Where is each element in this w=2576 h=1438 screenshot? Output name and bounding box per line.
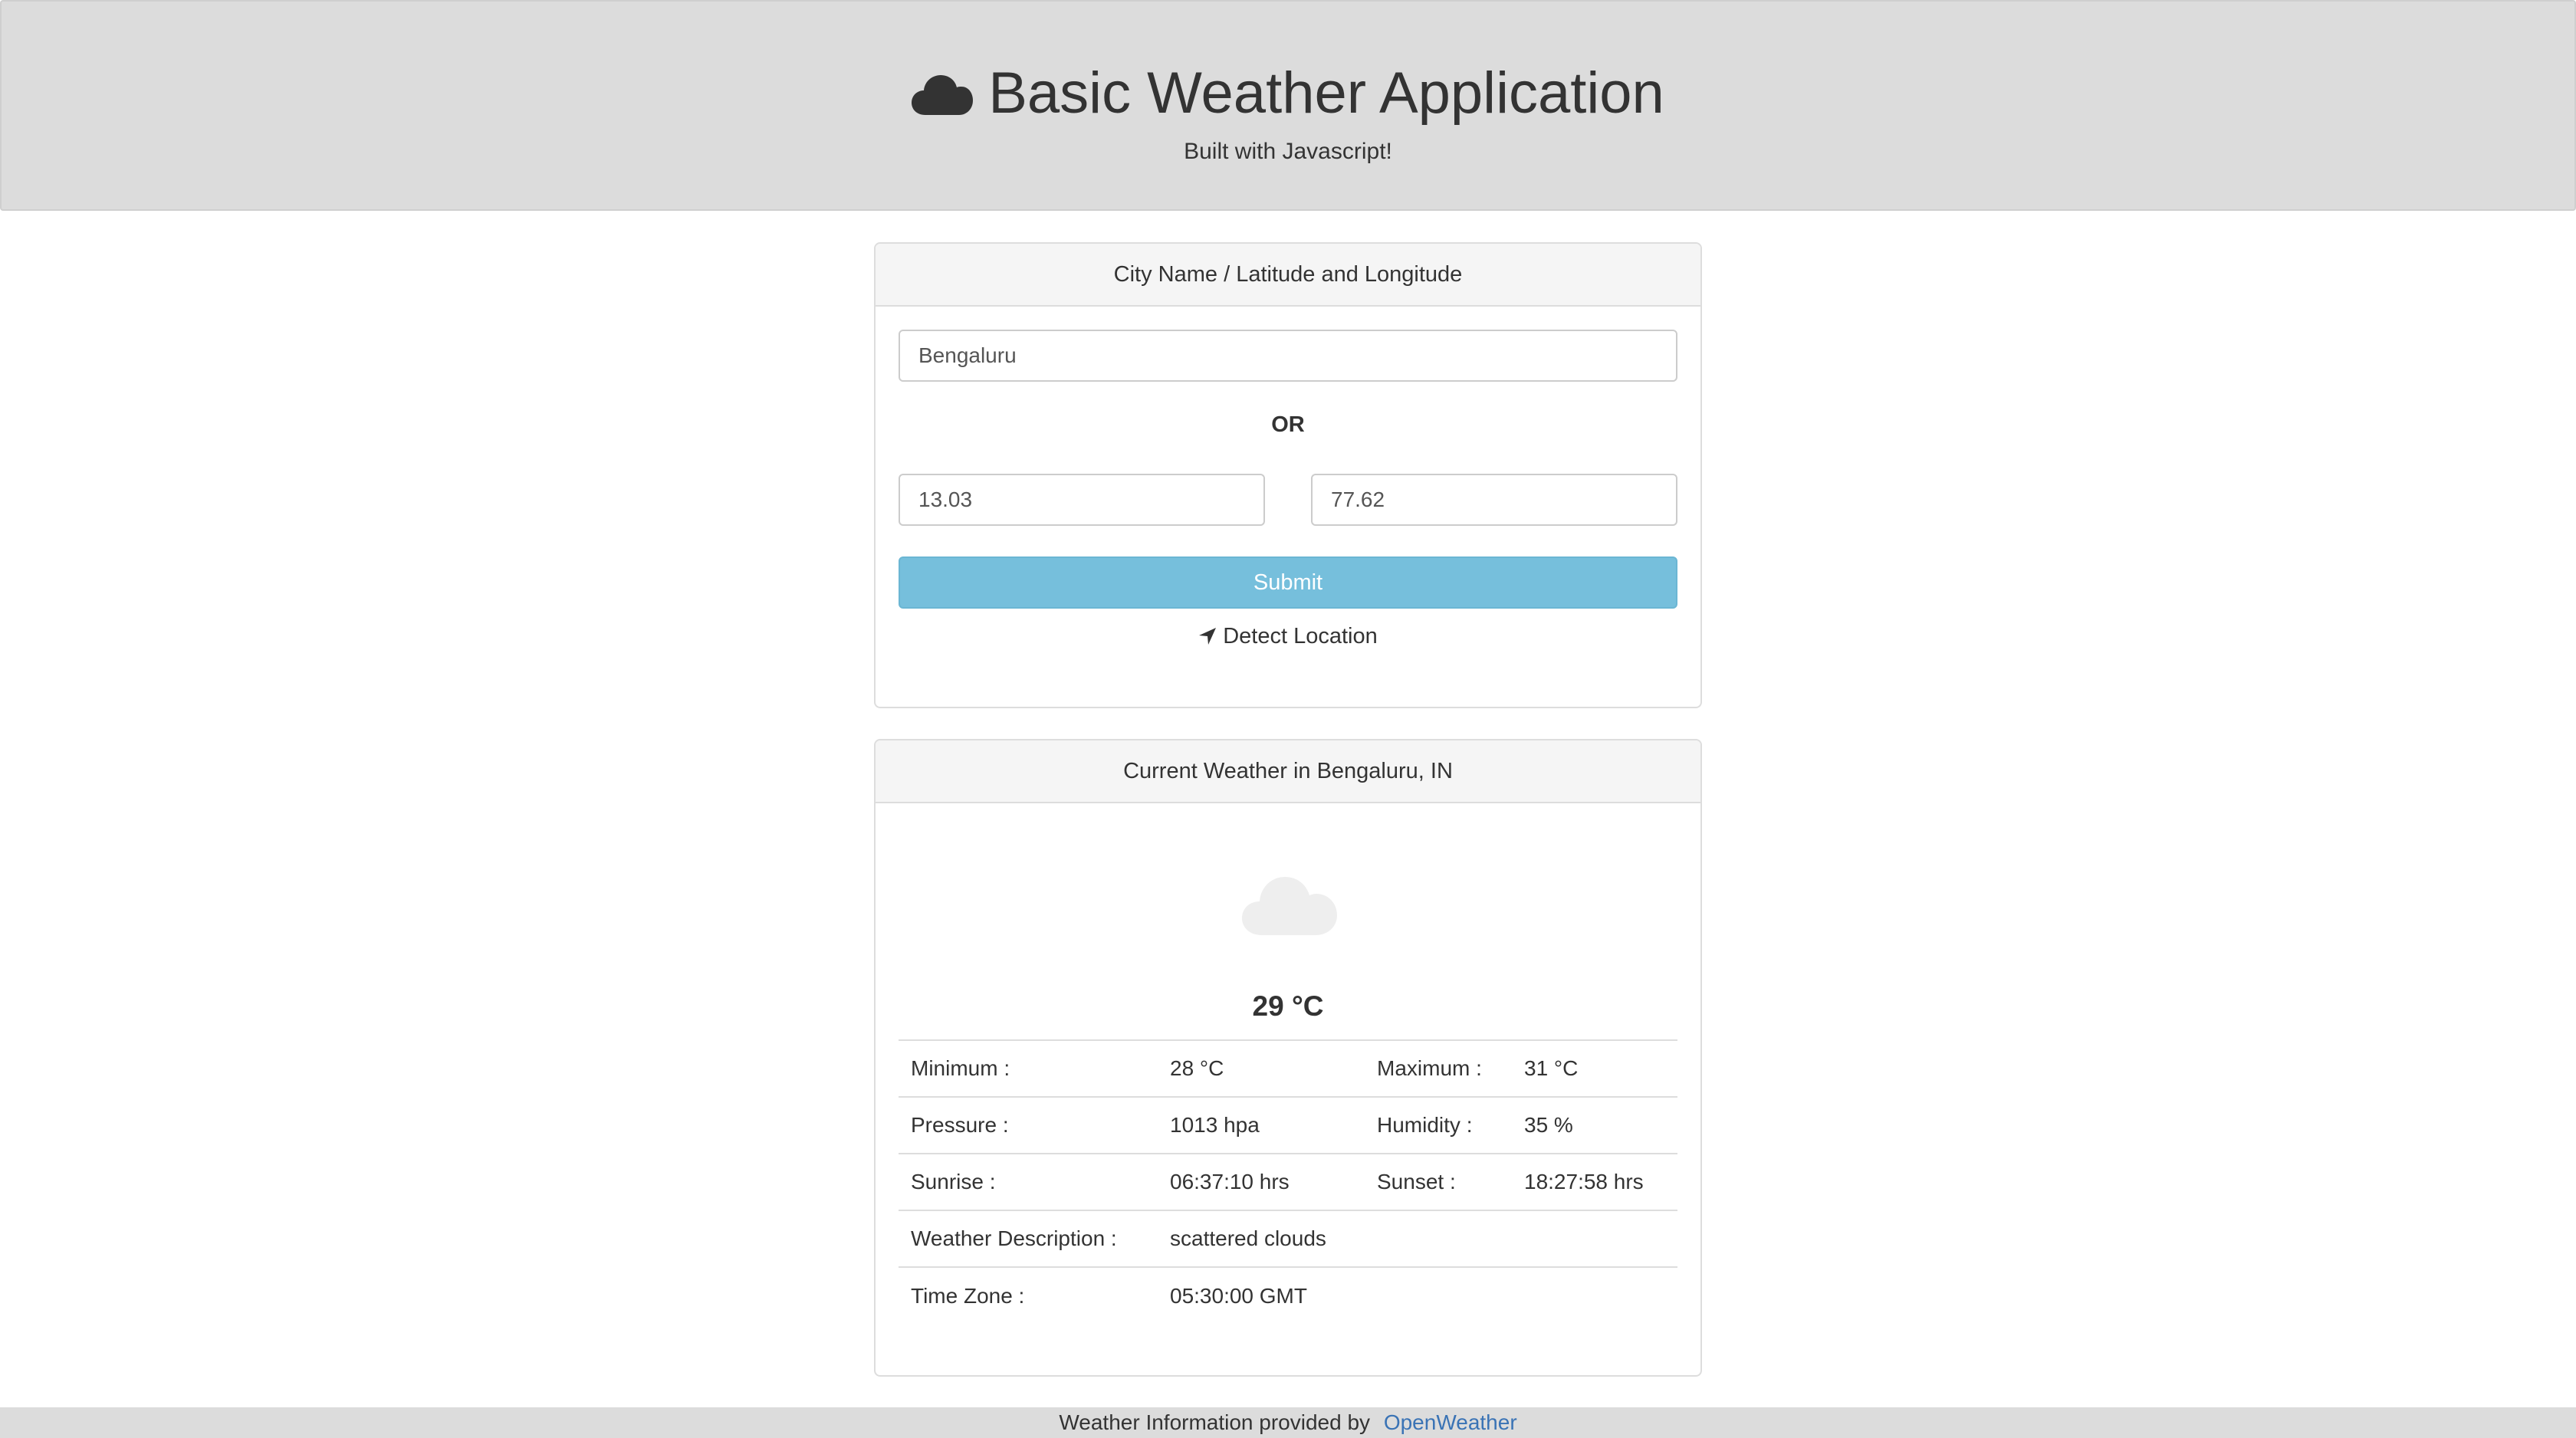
cloud-icon <box>1242 871 1337 937</box>
minimum-label: Minimum : <box>899 1040 1158 1097</box>
longitude-input[interactable]: 77.62 <box>1311 474 1677 526</box>
weather-panel-heading: Current Weather in Bengaluru, IN <box>876 740 1700 803</box>
current-temperature: 29 °C <box>1252 990 1324 1022</box>
detect-location-link[interactable] <box>876 619 1700 653</box>
sunrise-label: Sunrise : <box>899 1154 1158 1210</box>
description-value: scattered clouds <box>1158 1210 1677 1267</box>
timezone-label: Time Zone : <box>899 1267 1158 1324</box>
title-row <box>2 57 2574 130</box>
table-row <box>899 1154 1677 1210</box>
sunset-label: Sunset : <box>1365 1154 1512 1210</box>
detect-location-label: Detect Location <box>1223 623 1378 648</box>
timezone-value: 05:30:00 GMT <box>1158 1267 1677 1324</box>
table-row <box>899 1097 1677 1154</box>
latitude-input[interactable]: 13.03 <box>899 474 1265 526</box>
footer-text: Weather Information provided by <box>1059 1410 1371 1434</box>
sunrise-value: 06:37:10 hrs <box>1158 1154 1365 1210</box>
weather-panel <box>874 739 1702 1377</box>
city-input[interactable]: Bengaluru <box>899 330 1677 382</box>
cloud-icon <box>912 71 973 117</box>
page-subtitle: Built with Javascript! <box>1184 139 1392 164</box>
openweather-link[interactable]: OpenWeather <box>1383 1410 1517 1434</box>
page-header <box>0 0 2576 211</box>
maximum-value: 31 °C <box>1512 1040 1677 1097</box>
humidity-value: 35 % <box>1512 1097 1677 1154</box>
description-label: Weather Description : <box>899 1210 1158 1267</box>
search-panel-heading: City Name / Latitude and Longitude <box>876 244 1700 307</box>
table-row <box>899 1040 1677 1097</box>
maximum-label: Maximum : <box>1365 1040 1512 1097</box>
submit-button[interactable]: Submit <box>899 556 1677 609</box>
weather-details-table <box>899 1039 1677 1324</box>
table-row <box>899 1210 1677 1267</box>
search-panel <box>874 242 1702 708</box>
minimum-value: 28 °C <box>1158 1040 1365 1097</box>
page-title: Basic Weather Application <box>988 61 1664 126</box>
location-arrow-icon <box>1198 627 1217 645</box>
pressure-label: Pressure : <box>899 1097 1158 1154</box>
or-label: OR <box>1271 412 1305 437</box>
table-row <box>899 1267 1677 1324</box>
humidity-label: Humidity : <box>1365 1097 1512 1154</box>
page-footer <box>0 1407 2576 1438</box>
pressure-value: 1013 hpa <box>1158 1097 1365 1154</box>
sunset-value: 18:27:58 hrs <box>1512 1154 1677 1210</box>
